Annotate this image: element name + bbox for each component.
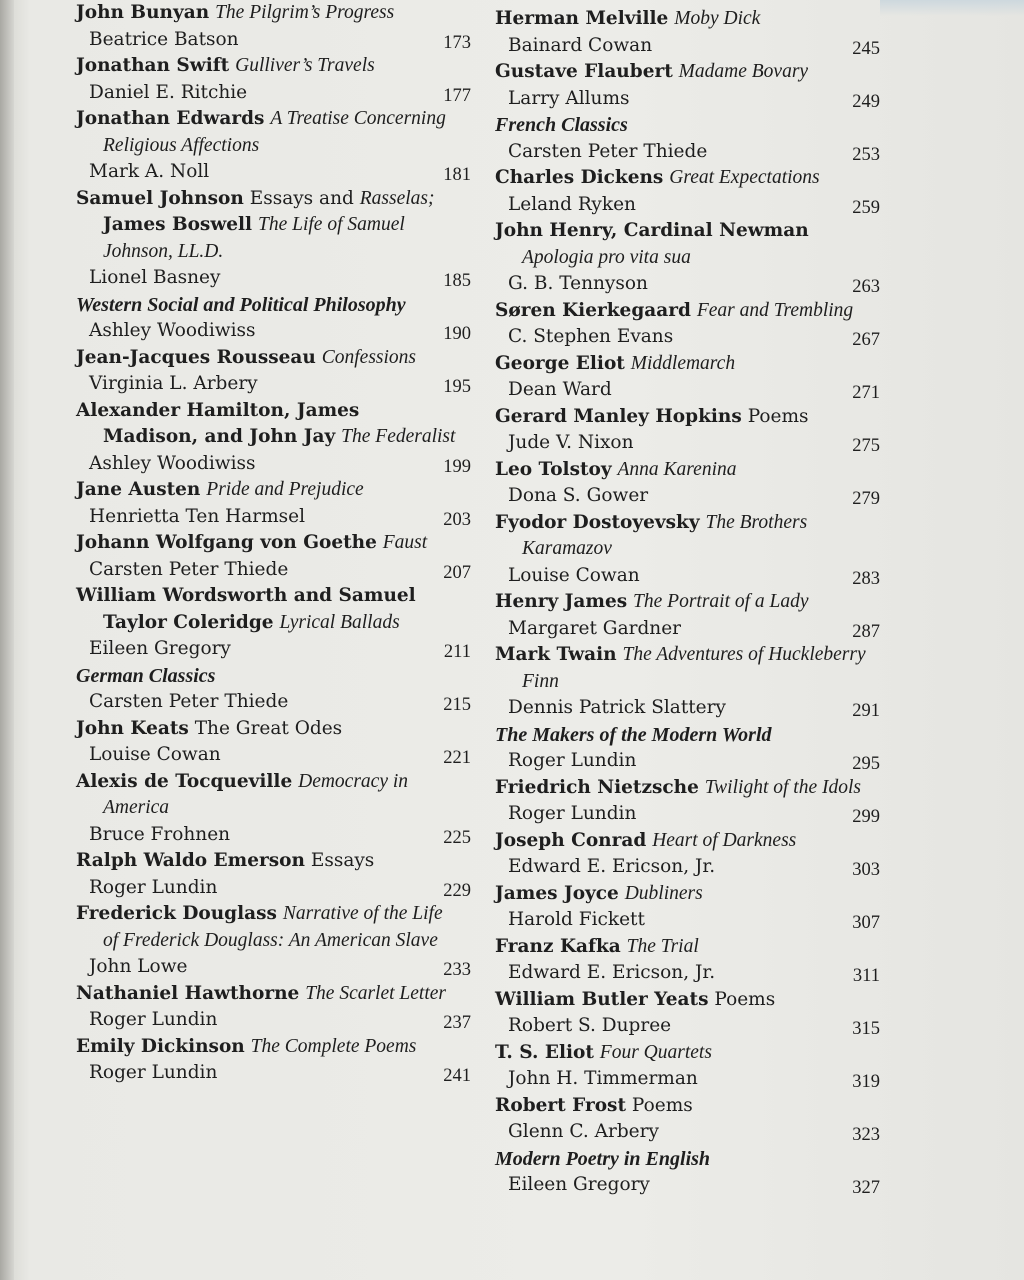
toc-entry <box>76 530 471 583</box>
contributor-line <box>76 822 471 849</box>
author-name: Jonathan Swift <box>76 55 230 76</box>
work-title-plain: Poems <box>714 988 776 1010</box>
work-title: Dubliners <box>624 882 703 904</box>
page-number: 207 <box>443 562 471 583</box>
contributor-line <box>495 748 880 775</box>
author-name: Charles Dickens <box>495 167 664 188</box>
page-number: 295 <box>852 754 880 774</box>
toc-entry <box>495 404 880 457</box>
work-title: Faust <box>382 532 428 553</box>
contributor-name: Harold Fickett <box>508 909 645 930</box>
contributor-line <box>495 483 880 510</box>
contributor-line <box>76 954 471 981</box>
contributor-name: Virginia L. Arbery <box>89 373 258 394</box>
entry-heading <box>76 848 471 875</box>
entry-heading <box>495 934 880 961</box>
entry-heading <box>76 345 471 372</box>
author-name: Leo Tolstoy <box>495 458 612 480</box>
contributor-line <box>495 801 880 828</box>
page-number: 287 <box>852 621 880 642</box>
page-number: 319 <box>852 1072 880 1092</box>
contributor-name: Jude V. Nixon <box>508 432 634 453</box>
author-name: James Joyce <box>495 882 619 904</box>
work-title-plain: Essays <box>310 850 375 871</box>
entry-heading <box>76 901 471 954</box>
work-title: The Adventures of Huckleberry Finn <box>522 644 866 692</box>
contributor-name: Roger Lundin <box>508 803 637 824</box>
page-number: 259 <box>852 197 880 218</box>
contributor-line <box>495 1119 880 1146</box>
page-number: 185 <box>443 271 471 291</box>
contributor-name: Margaret Gardner <box>508 617 681 639</box>
author-name: Mark Twain <box>495 644 617 665</box>
contributor-name: Ashley Woodiwiss <box>89 452 256 474</box>
work-title: Four Quartets <box>599 1041 712 1063</box>
work-title: Fear and Trembling <box>696 299 854 321</box>
page-number: 237 <box>443 1013 471 1033</box>
author-name: Gerard Manley Hopkins <box>495 405 742 427</box>
work-title: The Complete Poems <box>250 1035 417 1057</box>
page-number: 190 <box>443 324 471 344</box>
contributor-name: C. Stephen Evans <box>508 326 674 347</box>
contributor-line <box>495 907 880 934</box>
work-title: Rasselas; <box>359 187 435 209</box>
contributor-line <box>76 504 471 531</box>
author-name: Jonathan Edwards <box>76 108 265 129</box>
toc-entry <box>76 477 471 530</box>
entry-heading <box>495 881 880 908</box>
contributor-name: Larry Allums <box>508 87 630 109</box>
contributor-name: Glenn C. Arbery <box>508 1121 659 1142</box>
entry-heading <box>495 1040 880 1067</box>
author-name: Nathaniel Hawthorne <box>76 982 300 1004</box>
entry-heading <box>495 351 880 378</box>
section-heading: French Classics <box>495 114 628 136</box>
author-name: Alexis de Tocqueville <box>76 770 293 792</box>
toc-entry <box>495 218 880 298</box>
toc-entry <box>495 722 880 775</box>
entry-heading <box>495 1093 880 1120</box>
author-name: Gustave Flaubert <box>495 61 673 82</box>
page-number: 203 <box>443 509 471 530</box>
contributor-name: Ashley Woodiwiss <box>89 320 256 341</box>
contributor-name: Dona S. Gower <box>508 485 649 506</box>
toc-entry <box>495 457 880 510</box>
toc-entry <box>76 186 471 292</box>
author-name: Johann Wolfgang von Goethe <box>76 532 377 553</box>
contributor-line <box>495 271 880 298</box>
toc-entry <box>495 165 880 218</box>
page-number: 233 <box>443 960 471 980</box>
author-name: John Keats <box>76 717 189 739</box>
contributor-line <box>495 324 880 351</box>
author-name: James Boswell <box>103 214 253 235</box>
work-title: Twilight of the Idols <box>704 776 861 798</box>
entry-heading <box>76 981 471 1008</box>
contributor-name: Eileen Gregory <box>89 638 231 659</box>
contributor-name: Edward E. Ericson, Jr. <box>508 962 716 983</box>
work-title: Anna Karenina <box>617 458 737 480</box>
contributor-name: Bruce Frohnen <box>89 823 231 845</box>
author-name: Søren Kierkegaard <box>495 299 691 321</box>
author-name: Fyodor Dostoyevsky <box>495 511 700 533</box>
page-number: 211 <box>443 642 471 662</box>
entry-heading <box>495 404 880 431</box>
contributor-line <box>495 377 880 404</box>
page-number: 279 <box>852 489 880 509</box>
contributor-line <box>495 563 880 590</box>
page-number: 283 <box>852 568 880 589</box>
contributor-line <box>495 1172 880 1199</box>
author-name: John Henry, Cardinal Newman <box>495 220 809 241</box>
work-title: Confessions <box>321 346 417 368</box>
contributor-line <box>76 80 471 107</box>
page-number: 245 <box>852 38 880 59</box>
author-name: Jane Austen <box>76 479 201 500</box>
contributor-line <box>76 318 471 345</box>
contributor-name: Mark A. Noll <box>89 161 210 182</box>
contributor-name: John Lowe <box>89 956 188 977</box>
work-title: Narrative of the Life of Frederick Douglass: An American Slave <box>103 903 443 951</box>
contributor-name: Louise Cowan <box>89 744 221 765</box>
entry-heading <box>495 298 880 325</box>
toc-entry <box>495 351 880 404</box>
background-sliver <box>880 0 1024 16</box>
entry-heading <box>495 457 880 484</box>
author-name: Joseph Conrad <box>495 829 647 851</box>
toc-entry <box>76 0 471 53</box>
contributor-name: G. B. Tennyson <box>508 273 648 294</box>
toc-entry <box>76 848 471 901</box>
toc-entry <box>495 589 880 642</box>
contributor-line <box>495 430 880 457</box>
contributor-name: Roger Lundin <box>89 876 218 898</box>
author-name: Alexander Hamilton, James Madison, and John Jay <box>76 399 360 447</box>
page-number: 263 <box>852 277 880 297</box>
page-number: 327 <box>852 1178 880 1198</box>
contributor-line <box>76 875 471 902</box>
entry-heading <box>76 398 471 451</box>
work-title: Pride and Prejudice <box>206 479 364 500</box>
author-name: George Eliot <box>495 352 625 374</box>
author-name: T. S. Eliot <box>495 1041 594 1063</box>
contributor-name: Dennis Patrick Slattery <box>508 697 726 718</box>
toc-entry <box>76 901 471 981</box>
toc-entry <box>76 292 471 345</box>
toc-entry <box>76 345 471 398</box>
page-number: 303 <box>852 860 880 880</box>
contributor-line <box>76 557 471 584</box>
contributor-name: Carsten Peter Thiede <box>89 558 289 580</box>
contributor-name: Bainard Cowan <box>508 34 653 56</box>
page-number: 195 <box>443 377 471 397</box>
toc-entry <box>495 298 880 351</box>
toc-entry <box>495 1093 880 1146</box>
toc-entry <box>76 663 471 716</box>
work-title: The Pilgrim’s Progress <box>215 2 395 23</box>
toc-entry <box>495 828 880 881</box>
entry-heading <box>76 0 471 27</box>
page-number: 177 <box>443 85 471 106</box>
toc-entry <box>495 642 880 722</box>
work-title: Moby Dick <box>674 8 761 29</box>
contributor-name: Henrietta Ten Harmsel <box>89 505 306 527</box>
toc-entry <box>76 106 471 186</box>
toc-column-right <box>495 6 880 1199</box>
work-title: The Federalist <box>341 426 456 447</box>
contributor-line <box>495 616 880 643</box>
contributor-line <box>76 371 471 398</box>
contributor-line <box>495 139 880 166</box>
work-title: A Treatise Concerning Religious Affections <box>103 108 446 156</box>
work-title-plain: Poems <box>631 1094 693 1116</box>
toc-entry <box>76 1034 471 1087</box>
toc-entry <box>76 583 471 663</box>
work-title: Lyrical Ballads <box>279 611 400 633</box>
page-number: 181 <box>443 165 471 185</box>
page-number: 271 <box>852 383 880 403</box>
page-number: 199 <box>443 456 471 477</box>
contributor-line <box>76 742 471 769</box>
contributor-name: Eileen Gregory <box>508 1174 650 1195</box>
work-title: The Life of Samuel Johnson, LL.D. <box>103 214 405 262</box>
page-gutter-shadow <box>0 0 14 1280</box>
page-number: 229 <box>443 880 471 901</box>
contributor-name: Louise Cowan <box>508 564 640 586</box>
section-heading: Modern Poetry in English <box>495 1147 711 1170</box>
author-name: Friedrich Nietzsche <box>495 776 699 798</box>
entry-heading <box>76 583 471 636</box>
contributor-name: John H. Timmerman <box>508 1068 698 1089</box>
contributor-name: Edward E. Ericson, Jr. <box>508 856 716 877</box>
entry-heading <box>495 59 880 86</box>
entry-heading <box>76 769 471 822</box>
entry-heading <box>76 716 471 743</box>
work-title: The Trial <box>626 935 699 957</box>
entry-heading <box>495 642 880 695</box>
author-name: Henry James <box>495 591 628 612</box>
author-name: Herman Melville <box>495 8 669 29</box>
author-name: Frederick Douglass <box>76 903 277 924</box>
work-title: Great Expectations <box>669 167 820 188</box>
toc-entry <box>76 981 471 1034</box>
entry-heading <box>76 53 471 80</box>
contributor-line <box>76 689 471 716</box>
work-title: Heart of Darkness <box>652 829 797 851</box>
contributor-line <box>76 1007 471 1034</box>
toc-entry <box>495 6 880 59</box>
author-name: William Wordsworth and Samuel Taylor Coleridge <box>76 585 416 633</box>
page-number: 173 <box>443 32 471 53</box>
entry-heading <box>76 106 471 159</box>
contributor-line <box>495 86 880 113</box>
contributor-line <box>76 451 471 478</box>
toc-entry <box>495 775 880 828</box>
page-number: 323 <box>852 1125 880 1145</box>
toc-entry <box>76 716 471 769</box>
toc-entry <box>495 112 880 165</box>
author-name: Franz Kafka <box>495 935 621 957</box>
section-heading: German Classics <box>76 664 216 687</box>
page-number: 253 <box>852 144 880 165</box>
page-number: 215 <box>443 695 471 715</box>
toc-entry <box>76 53 471 106</box>
contributor-line <box>76 636 471 663</box>
contributor-name: Carsten Peter Thiede <box>89 691 289 712</box>
author-name: Jean-Jacques Rousseau <box>76 346 316 368</box>
work-title: Gulliver’s Travels <box>235 55 375 76</box>
entry-heading <box>76 477 471 504</box>
author-name: Samuel Johnson <box>76 187 244 209</box>
work-title: Madame Bovary <box>678 61 809 82</box>
page-number: 315 <box>852 1019 880 1039</box>
toc-entry <box>76 769 471 849</box>
work-title: Apologia pro vita sua <box>522 246 691 268</box>
page-number: 249 <box>852 91 880 112</box>
contributor-name: Robert S. Dupree <box>508 1015 672 1036</box>
author-name: William Butler Yeats <box>495 988 709 1010</box>
work-title: Democracy in America <box>103 770 409 818</box>
page-number: 291 <box>852 701 880 721</box>
work-title: The Brothers Karamazov <box>522 511 808 559</box>
contributor-line <box>495 33 880 60</box>
entry-heading <box>495 510 880 563</box>
contributor-name: Lionel Basney <box>89 267 221 288</box>
author-name: Ralph Waldo Emerson <box>76 850 305 871</box>
entry-heading <box>495 6 880 33</box>
author-name: Emily Dickinson <box>76 1035 245 1057</box>
toc-column-left <box>76 0 471 1087</box>
contributor-line <box>495 192 880 219</box>
toc-entry <box>495 1040 880 1093</box>
contributor-name: Roger Lundin <box>508 750 637 771</box>
work-title-plain: The Great Odes <box>194 717 343 739</box>
page-number: 311 <box>852 966 880 986</box>
entry-heading <box>495 589 880 616</box>
page-number: 221 <box>443 748 471 768</box>
author-name: Robert Frost <box>495 1094 627 1116</box>
contributor-line <box>76 1060 471 1087</box>
contributor-name: Daniel E. Ritchie <box>89 81 248 103</box>
toc-entry <box>495 59 880 112</box>
toc-entry <box>76 398 471 478</box>
page-number: 307 <box>852 913 880 933</box>
contributor-line <box>495 960 880 987</box>
contributor-line <box>495 854 880 881</box>
entry-heading <box>495 218 880 271</box>
page-number: 299 <box>852 807 880 827</box>
work-title: The Scarlet Letter <box>305 982 447 1004</box>
section-heading: The Makers of the Modern World <box>495 723 772 746</box>
contributor-line <box>495 1013 880 1040</box>
contributor-name: Carsten Peter Thiede <box>508 140 708 162</box>
contributor-line <box>495 695 880 722</box>
contributor-name: Dean Ward <box>508 379 612 400</box>
work-title: The Portrait of a Lady <box>633 591 809 612</box>
entry-heading <box>76 1034 471 1061</box>
entry-heading <box>76 530 471 557</box>
work-title: Middlemarch <box>630 352 736 374</box>
author-name: John Bunyan <box>76 2 210 23</box>
contributor-name: Roger Lundin <box>89 1062 218 1083</box>
page-number: 275 <box>852 436 880 456</box>
contributor-name: Beatrice Batson <box>89 28 239 50</box>
toc-entry <box>495 987 880 1040</box>
contributor-line <box>76 27 471 54</box>
contributor-line <box>76 265 471 292</box>
contributor-name: Leland Ryken <box>508 193 636 215</box>
entry-heading <box>495 165 880 192</box>
section-heading: Western Social and Political Philosophy <box>76 293 406 316</box>
work-title-plain: Poems <box>747 405 809 427</box>
page-number: 241 <box>443 1066 471 1086</box>
entry-heading <box>495 987 880 1014</box>
page-number: 267 <box>852 330 880 350</box>
entry-heading <box>495 775 880 802</box>
toc-entry <box>495 510 880 590</box>
toc-entry <box>495 1146 880 1199</box>
contributor-name: Roger Lundin <box>89 1009 218 1030</box>
page-number: 225 <box>443 827 471 848</box>
entry-heading <box>495 828 880 855</box>
work-title-plain: Essays and <box>249 187 354 209</box>
contributor-line <box>76 159 471 186</box>
entry-heading <box>76 186 471 266</box>
contributor-line <box>495 1066 880 1093</box>
toc-entry <box>495 934 880 987</box>
toc-entry <box>495 881 880 934</box>
